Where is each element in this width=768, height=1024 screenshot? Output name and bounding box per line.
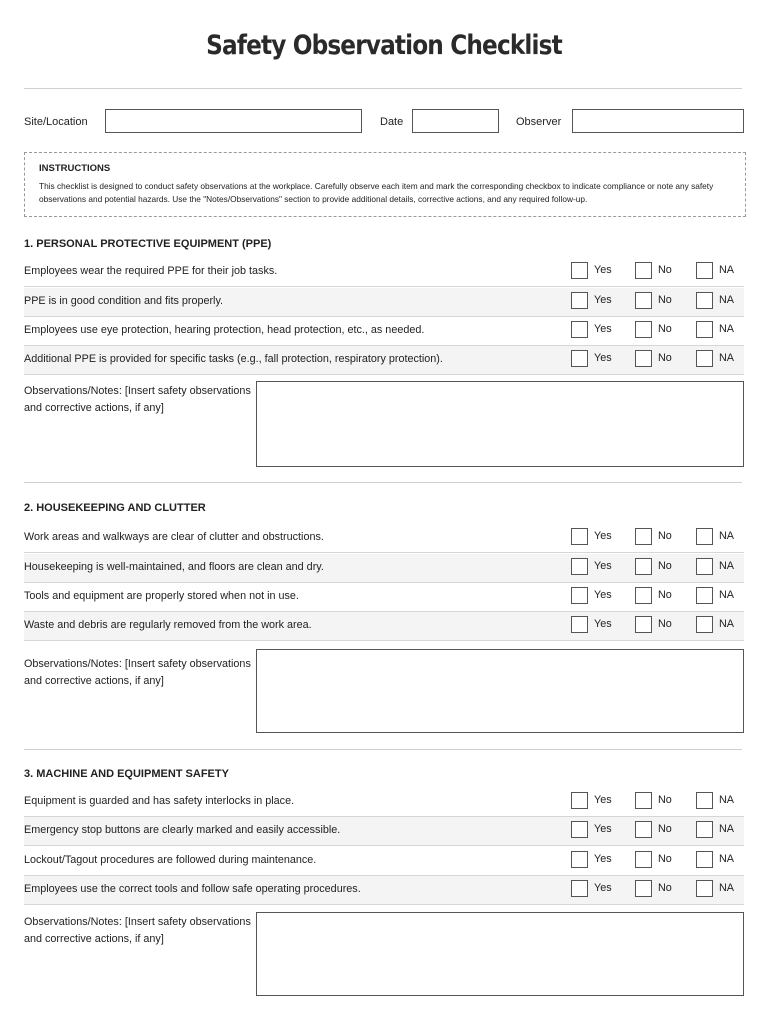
checkbox-label: NA [719, 352, 734, 364]
checklist-item-text: Tools and equipment are properly stored when not in use. [24, 590, 299, 602]
checklist-row [24, 847, 744, 876]
checkbox[interactable] [696, 528, 713, 545]
notes-label: Observations/Notes: [Insert safety observations and corrective actions, if any] [24, 916, 251, 945]
instructions-box [24, 152, 746, 217]
checkbox[interactable] [635, 880, 652, 897]
checklist-item-text: Work areas and walkways are clear of clutter and obstructions. [24, 531, 324, 543]
checkbox-label: Yes [594, 882, 612, 894]
checklist-row [24, 612, 744, 641]
checkbox-label: No [658, 823, 672, 835]
section-divider [24, 749, 742, 750]
site-location-field[interactable] [105, 109, 362, 133]
checkbox-label: No [658, 530, 672, 542]
instructions-text: This checklist is designed to conduct safety observations at the workplace. Carefully observe each item and mark the corresponding checkbox to indicate compliance or note any safety observations and potential hazards. Use the "Notes/Observations" section to provide additional details, corrective actions, and any required follow-up. [39, 181, 714, 204]
checklist-row [24, 876, 744, 905]
checkbox[interactable] [635, 587, 652, 604]
checkbox[interactable] [635, 616, 652, 633]
checkbox-label: NA [719, 294, 734, 306]
checkbox-label: NA [719, 589, 734, 601]
checkbox[interactable] [571, 587, 588, 604]
checklist-row [24, 817, 744, 846]
checkbox-label: Yes [594, 853, 612, 865]
checkbox-label: Yes [594, 823, 612, 835]
checkbox[interactable] [571, 792, 588, 809]
checklist-row [24, 788, 744, 817]
checkbox-label: Yes [594, 264, 612, 276]
checkbox-label: No [658, 882, 672, 894]
checkbox[interactable] [696, 587, 713, 604]
checkbox[interactable] [635, 528, 652, 545]
checkbox-label: Yes [594, 294, 612, 306]
checklist-item-text: Waste and debris are regularly removed from the work area. [24, 619, 312, 631]
checkbox-label: Yes [594, 589, 612, 601]
site-location-label: Site/Location [24, 116, 88, 128]
checkbox[interactable] [571, 851, 588, 868]
checklist-item-text: Equipment is guarded and has safety interlocks in place. [24, 795, 295, 807]
checkbox-label: Yes [594, 352, 612, 364]
instructions-heading: INSTRUCTIONS [39, 163, 111, 174]
section-title: 3. MACHINE AND EQUIPMENT SAFETY [24, 768, 229, 780]
observer-label: Observer [516, 116, 562, 128]
checklist-item-text: Lockout/Tagout procedures are followed during maintenance. [24, 854, 317, 866]
checkbox-label: NA [719, 560, 734, 572]
checkbox[interactable] [635, 292, 652, 309]
checkbox-label: NA [719, 853, 734, 865]
notes-textarea[interactable] [256, 381, 744, 467]
date-label: Date [380, 116, 404, 128]
checklist-row [24, 524, 744, 553]
checklist-item-text: Employees use the correct tools and follow safe operating procedures. [24, 883, 361, 895]
checklist-row [24, 346, 744, 375]
checkbox[interactable] [696, 616, 713, 633]
checkbox-label: Yes [594, 794, 612, 806]
checkbox-label: NA [719, 530, 734, 542]
checkbox[interactable] [635, 262, 652, 279]
checkbox[interactable] [571, 558, 588, 575]
checklist-row [24, 317, 744, 346]
checkbox[interactable] [571, 321, 588, 338]
checkbox-label: NA [719, 264, 734, 276]
notes-label: Observations/Notes: [Insert safety observations and corrective actions, if any] [24, 658, 251, 687]
checkbox-label: Yes [594, 530, 612, 542]
section-title: 1. PERSONAL PROTECTIVE EQUIPMENT (PPE) [24, 238, 272, 250]
page-title: Safety Observation Checklist [206, 30, 562, 61]
checkbox[interactable] [571, 350, 588, 367]
checklist-row [24, 583, 744, 612]
checkbox[interactable] [635, 851, 652, 868]
checkbox[interactable] [571, 821, 588, 838]
checkbox-label: No [658, 352, 672, 364]
checklist-item-text: Emergency stop buttons are clearly marked and easily accessible. [24, 824, 341, 836]
checklist-item-text: Employees use eye protection, hearing protection, head protection, etc., as needed. [24, 324, 425, 336]
notes-textarea[interactable] [256, 649, 744, 733]
checkbox[interactable] [696, 350, 713, 367]
checkbox-label: NA [719, 794, 734, 806]
section-title: 2. HOUSEKEEPING AND CLUTTER [24, 502, 206, 514]
checklist-row [24, 258, 744, 287]
checkbox[interactable] [571, 880, 588, 897]
checklist-row [24, 288, 744, 317]
checkbox-label: NA [719, 618, 734, 630]
checkbox-label: NA [719, 823, 734, 835]
checklist-item-text: PPE is in good condition and fits properly. [24, 295, 224, 307]
checklist-item-text: Additional PPE is provided for specific tasks (e.g., fall protection, respiratory protection). [24, 353, 443, 365]
checklist-item-text: Housekeeping is well-maintained, and floors are clean and dry. [24, 561, 324, 573]
section-divider [24, 482, 742, 483]
checkbox[interactable] [571, 616, 588, 633]
checkbox-label: NA [719, 882, 734, 894]
checkbox-label: NA [719, 323, 734, 335]
notes-label: Observations/Notes: [Insert safety observations and corrective actions, if any] [24, 385, 251, 414]
checkbox[interactable] [696, 558, 713, 575]
notes-textarea[interactable] [256, 912, 744, 996]
checkbox[interactable] [696, 792, 713, 809]
checkbox[interactable] [635, 350, 652, 367]
checklist-row [24, 554, 744, 583]
checkbox-label: Yes [594, 560, 612, 572]
checklist-item-text: Employees wear the required PPE for their job tasks. [24, 265, 278, 277]
title-divider [24, 88, 742, 89]
checkbox-label: No [658, 589, 672, 601]
checkbox-label: No [658, 560, 672, 572]
checkbox[interactable] [635, 558, 652, 575]
checkbox[interactable] [696, 851, 713, 868]
checkbox-label: No [658, 618, 672, 630]
checkbox[interactable] [635, 792, 652, 809]
checkbox[interactable] [635, 321, 652, 338]
checkbox-label: No [658, 264, 672, 276]
checkbox[interactable] [696, 292, 713, 309]
checkbox[interactable] [571, 528, 588, 545]
checkbox[interactable] [696, 821, 713, 838]
checkbox-label: Yes [594, 323, 612, 335]
checkbox[interactable] [571, 262, 588, 279]
checkbox[interactable] [696, 262, 713, 279]
checkbox[interactable] [571, 292, 588, 309]
checkbox[interactable] [635, 821, 652, 838]
observer-field[interactable] [572, 109, 744, 133]
checkbox[interactable] [696, 321, 713, 338]
checkbox-label: No [658, 323, 672, 335]
checkbox-label: No [658, 853, 672, 865]
date-field[interactable] [412, 109, 499, 133]
checkbox-label: No [658, 794, 672, 806]
checkbox-label: No [658, 294, 672, 306]
checkbox[interactable] [696, 880, 713, 897]
checkbox-label: Yes [594, 618, 612, 630]
